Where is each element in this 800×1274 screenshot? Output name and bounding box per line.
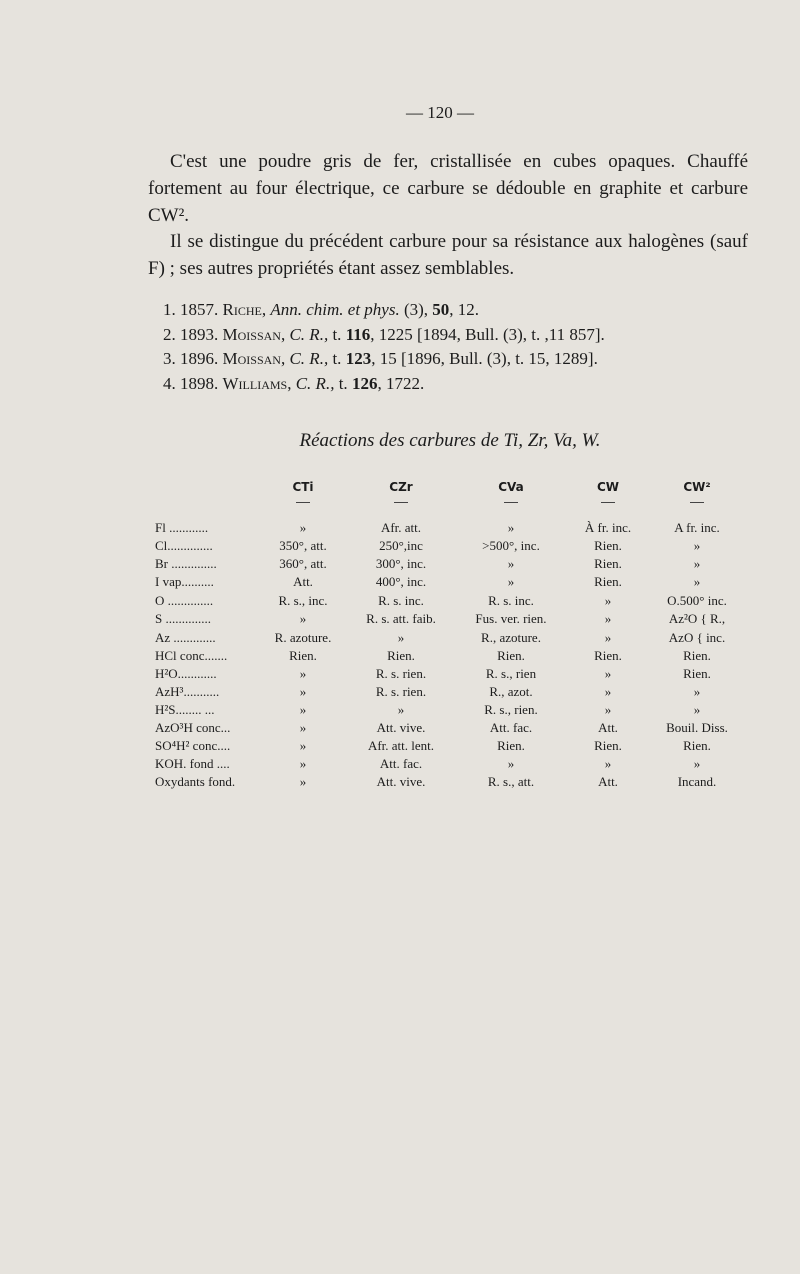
column-header-dash [504, 502, 518, 503]
table-cell: » [299, 666, 307, 681]
table-cell: Rien. [683, 648, 711, 663]
row-label: SO⁴H² conc.... [155, 738, 231, 753]
table-cell: » [299, 720, 307, 735]
column-header-dash [601, 502, 615, 503]
paragraph-2: Il se distingue du précédent carbure pour sa résistance aux halogènes (sauf F) ; ses autres propriétés étant assez semblables. [148, 231, 748, 279]
table-cell: Rien. [387, 648, 415, 663]
page-number: — 120 — [406, 103, 474, 122]
table-cell: Att. [293, 574, 313, 589]
reference-item: 1. 1857. Riche, Ann. chim. et phys. (3), 50, 12. [163, 300, 480, 319]
table-cell: » [397, 702, 405, 717]
column-header-dash [690, 502, 704, 503]
table-cell: Rien. [497, 648, 525, 663]
table-cell: » [507, 556, 515, 571]
column-header: CW² [683, 480, 711, 494]
row-label: Az ............. [155, 630, 216, 645]
table-cell: » [604, 702, 612, 717]
table-cell: R. azoture. [274, 630, 332, 645]
table-cell: 400°, inc. [375, 574, 427, 589]
table-cell: Afr. att. lent. [367, 738, 435, 753]
column-header: CVa [498, 480, 524, 494]
table-cell: » [299, 702, 307, 717]
table-cell: » [507, 756, 515, 771]
references-list [163, 298, 605, 396]
table-cell: R. s., att. [487, 774, 535, 789]
row-label: H²S........ ... [155, 702, 215, 717]
reference-item: 3. 1896. Moissan, C. R., t. 123, 15 [1896, Bull. (3), t. 15, 1289]. [163, 349, 598, 368]
table-cell: » [693, 684, 701, 699]
table-cell: Rien. [497, 738, 525, 753]
row-label: AzH³........... [155, 684, 220, 699]
table-caption: Réactions des carbures de Ti, Zr, Va, W. [299, 430, 601, 451]
table-cell: O.500° inc. [667, 593, 727, 608]
row-label: O .............. [155, 593, 214, 608]
table-cell: Att. [598, 720, 618, 735]
table-cell: » [693, 702, 701, 717]
row-label: H²O............ [155, 666, 217, 681]
table-cell: » [299, 520, 307, 535]
table-cell: Rien. [683, 738, 711, 753]
column-header: CZr [389, 480, 413, 494]
table-cell: R. s., inc. [278, 593, 328, 608]
table-cell: » [693, 574, 701, 589]
table-cell: 360°, att. [279, 556, 327, 571]
table-cell: Att. fac. [379, 756, 423, 771]
table-cell: R. s., rien. [484, 702, 538, 717]
table-cell: R. s. rien. [375, 684, 427, 699]
table-cell: » [299, 756, 307, 771]
table-cell: » [299, 774, 307, 789]
table-cell: Att. fac. [489, 720, 533, 735]
table-cell: » [693, 756, 701, 771]
table-cell: » [604, 684, 612, 699]
column-header-dash [394, 502, 408, 503]
row-label: KOH. fond .... [155, 756, 230, 771]
row-label: AzO³H conc... [155, 720, 231, 735]
table-cell: R., azoture. [481, 630, 541, 645]
table-cell: » [299, 738, 307, 753]
table-cell: R., azot. [489, 684, 533, 699]
table-cell: Rien. [594, 648, 622, 663]
table-cell: Incand. [677, 774, 717, 789]
table-cell: » [299, 684, 307, 699]
column-header: CW [596, 480, 620, 494]
table-cell: R. s. inc. [378, 593, 424, 608]
paragraph-1: C'est une poudre gris de fer, cristallisée en cubes opaques. Chauffé fortement au four électrique, ce carbure se dédouble en graphite et carbure CW². [148, 151, 748, 226]
table-cell: Rien. [594, 556, 622, 571]
table-cell: » [693, 556, 701, 571]
table-cell: » [507, 520, 515, 535]
table-cell: Att. vive. [376, 720, 426, 735]
table-cell: » [397, 630, 405, 645]
table-cell: 250°,inc [379, 538, 423, 553]
table-cell: » [507, 574, 515, 589]
row-label: HCl conc....... [155, 648, 228, 663]
table-cell: Rien. [594, 538, 622, 553]
table-cell: » [604, 666, 612, 681]
table-cell: Afr. att. [380, 520, 422, 535]
table-cell: Att. [598, 774, 618, 789]
table-cell: Az²O { R., [668, 611, 726, 626]
table-cell: Rien. [594, 738, 622, 753]
table-cell: R. s., rien [485, 666, 537, 681]
table-cell: AzO { inc. [668, 630, 726, 645]
table-cell: R. s. att. faib. [366, 611, 436, 626]
table-cell: Rien. [289, 648, 317, 663]
table-cell: R. s. rien. [375, 666, 427, 681]
table-cell: 350°, att. [279, 538, 327, 553]
reference-item: 2. 1893. Moissan, C. R., t. 116, 1225 [1894, Bull. (3), t. ,11 857]. [163, 324, 605, 344]
table-cell: Fus. ver. rien. [475, 611, 547, 626]
table-cell: Bouil. Diss. [666, 720, 728, 735]
table-cell: » [604, 611, 612, 626]
table-cell: Att. vive. [376, 774, 426, 789]
row-label: Fl ............ [155, 520, 209, 535]
table-cell: >500°, inc. [482, 538, 540, 553]
table-cell: R. s. inc. [488, 593, 534, 608]
table-cell: » [299, 611, 307, 626]
row-label: Br .............. [155, 556, 217, 571]
table-cell: A fr. inc. [674, 520, 720, 535]
table-cell: » [604, 756, 612, 771]
row-label: Oxydants fond. [155, 774, 236, 789]
table-cell: 300°, inc. [375, 556, 427, 571]
table-cell: Rien. [683, 666, 711, 681]
reference-item: 4. 1898. Williams, C. R., t. 126, 1722. [163, 373, 425, 393]
row-label: I vap.......... [155, 574, 214, 589]
column-header-dash [296, 502, 310, 503]
table-cell: Rien. [594, 574, 622, 589]
table-cell: » [604, 593, 612, 608]
table-cell: » [604, 630, 612, 645]
table-cell: À fr. inc. [584, 520, 632, 535]
row-label: S .............. [155, 611, 211, 626]
table-cell: » [693, 538, 701, 553]
row-label: Cl.............. [155, 538, 213, 553]
column-header: CTi [292, 480, 314, 494]
